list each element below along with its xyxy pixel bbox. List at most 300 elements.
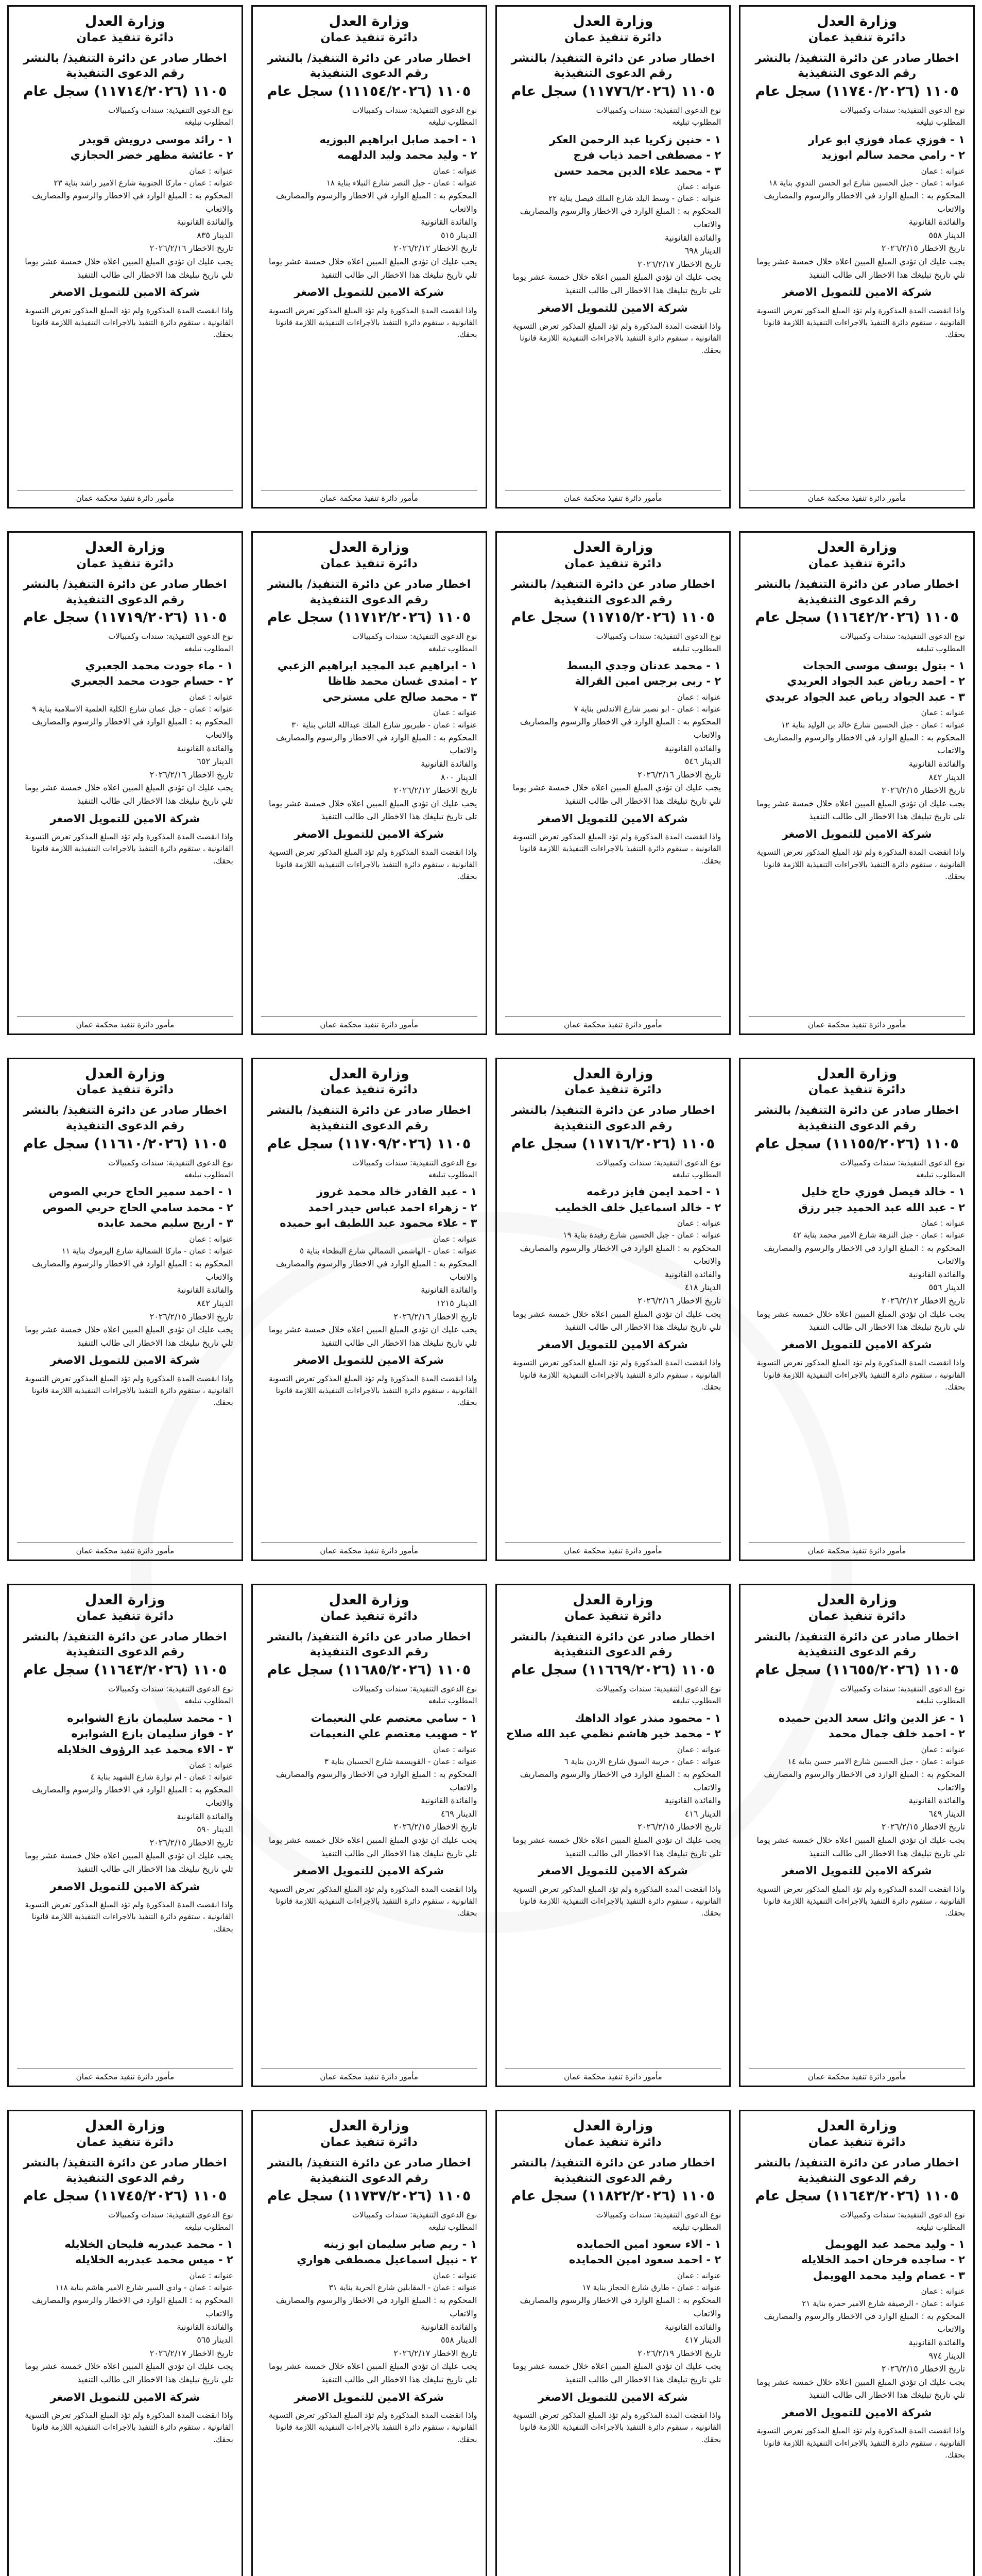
address: عنوانه : عمان: [433, 1234, 477, 1244]
case-type: نوع الدعوى التنفيذية: سندات وكمبيالات: [352, 1158, 477, 1167]
court-line: المحكوم به : المبلغ الوارد في الاخطار والرسوم والمصاريف والاتعاب: [32, 717, 233, 740]
amount-value: الدينار ٤١٨: [684, 1282, 721, 1293]
ministry-title: وزارة العدل: [84, 13, 165, 29]
payment-instructions: يجب عليك ان تؤدي المبلغ المبين اعلاه خلال خمسة عشر يوما تلي تاريخ تبليغك هذا الاخطار الى طالب التنفيذ: [25, 257, 233, 280]
date-line: [261, 784, 477, 797]
debtor-name: ٢ - عبد الله عبد الحميد جبر رزق: [798, 1201, 965, 1214]
address: عنوانه : عمان: [921, 2286, 965, 2296]
payment-instructions: يجب عليك ان تؤدي المبلغ المبين اعلاه خلال خمسة عشر يوما تلي تاريخ تبليغك هذا الاخطار الى طالب التنفيذ: [512, 783, 721, 806]
date-label: تاريخ الاخطار: [677, 769, 721, 779]
debtor-name: ٣ - محمد صالح علي مسترجي: [322, 690, 477, 703]
date-label: تاريخ الاخطار: [188, 769, 233, 779]
date-value: ٢٠٢٦/٢/١٥: [881, 785, 918, 795]
case-label: رقم الدعوى التنفيذية: [798, 2172, 917, 2185]
case-number: ١١٠٥ (١١٦٤٣/٢٠٢٦) سجل عام: [23, 1662, 227, 1678]
date-label: تاريخ الاخطار: [433, 243, 477, 253]
department-title: دائرة تنفيذ عمان: [320, 2136, 418, 2149]
payment-instructions: يجب عليك ان تؤدي المبلغ المبين اعلاه خلال خمسة عشر يوما تلي تاريخ تبليغك هذا الاخطار الى طالب التنفيذ: [25, 783, 233, 806]
legal-notice: [739, 5, 975, 509]
court-line: المحكوم به : المبلغ الوارد في الاخطار والرسوم والمصاريف والاتعاب: [764, 191, 965, 214]
department-title: دائرة تنفيذ عمان: [76, 1083, 174, 1097]
department-title: دائرة تنفيذ عمان: [808, 1609, 906, 1623]
address: عنوانه : عمان: [921, 1744, 965, 1754]
interest-line: والفائدة القانونية: [665, 2321, 721, 2332]
case-label: رقم الدعوى التنفيذية: [309, 2172, 428, 2185]
court-line: المحكوم به : المبلغ الوارد في الاخطار والرسوم والمصاريف والاتعاب: [275, 1259, 477, 1282]
amount-line: [749, 1281, 965, 1294]
debtors-label: المطلوب تبليغه: [184, 1696, 233, 1706]
case-number: ١١٠٥ (١١٧١٩/٢٠٢٦) سجل عام: [23, 609, 227, 626]
closing-text: واذا انقضت المدة المذكورة ولم تؤد المبلغ المذكور تعرض التسوية القانونية ، ستقوم دائرة التنفيذ بالاجراءات التنفيذية اللازمة قانونا بحقك.: [756, 306, 965, 340]
address: عنوانه : عمان: [189, 1234, 233, 1244]
ministry-title: وزارة العدل: [329, 1065, 409, 1082]
interest-line: والفائدة القانونية: [665, 1795, 721, 1806]
address: عنوانه : عمان: [189, 166, 233, 176]
case-type: نوع الدعوى التنفيذية: سندات وكمبيالات: [108, 1158, 233, 1167]
creditor-name: شركة الامين للتمويل الاصغر: [782, 827, 932, 840]
case-label: رقم الدعوى التنفيذية: [309, 1119, 428, 1132]
date-label: تاريخ الاخطار: [188, 1311, 233, 1321]
notice-heading: اخطار صادر عن دائرة التنفيذ/ بالنشر: [755, 2156, 959, 2170]
address-detail: عنوانه : عمان - جبل عمان شارع الكلية العلمية الاسلامية بناية ٩: [32, 704, 233, 714]
department-title: دائرة تنفيذ عمان: [564, 557, 662, 571]
debtor-name: ٣ - الاء محمد عبد الرؤوف الخلايله: [57, 1743, 233, 1756]
debtor-name: ١ - محمد عدنان وجدي البسط: [566, 659, 721, 672]
debtors-label: المطلوب تبليغه: [916, 1696, 965, 1706]
case-number: ١١٠٥ (١١٧١٦/٢٠٢٦) سجل عام: [511, 1136, 715, 1152]
notice-heading: اخطار صادر عن دائرة التنفيذ/ بالنشر: [267, 1104, 471, 1117]
amount-value: الدينار ٥٥٨: [441, 2335, 477, 2345]
court-line: المحكوم به : المبلغ الوارد في الاخطار والرسوم والمصاريف والاتعاب: [32, 1259, 233, 1282]
date-line: [749, 2362, 965, 2376]
court-line: المحكوم به : المبلغ الوارد في الاخطار والرسوم والمصاريف والاتعاب: [520, 1243, 721, 1266]
legal-notice: [739, 1584, 975, 2087]
amount-value: الدينار ٥١٥: [441, 230, 477, 240]
debtor-name: ١ - فوزي عماد فوزي ابو عرار: [808, 133, 965, 146]
debtor-name: ١ - بتول يوسف موسى الحجات: [802, 659, 965, 672]
amount-line: [505, 2333, 721, 2347]
creditor-name: شركة الامين للتمويل الاصغر: [294, 827, 444, 840]
amount-line: [17, 1297, 233, 1310]
date-value: ٢٠٢٦/٢/١٦: [393, 1311, 430, 1321]
address-detail: عنوانه : عمان - القويسمة شارع الحسبان بناية ٣: [324, 1756, 477, 1766]
amount-line: [17, 229, 233, 242]
address: عنوانه : عمان: [677, 1218, 721, 1228]
debtors-label: المطلوب تبليغه: [672, 2222, 721, 2232]
case-number: ١١٠٥ (١١٧٧٦/٢٠٢٦) سجل عام: [511, 83, 715, 100]
creditor-name: شركة الامين للتمويل الاصغر: [538, 1338, 688, 1351]
case-number: ١١٠٥ (١١٦٤٢/٢٠٢٦) سجل عام: [755, 609, 959, 626]
court-line: المحكوم به : المبلغ الوارد في الاخطار والرسوم والمصاريف والاتعاب: [275, 2295, 477, 2318]
department-title: دائرة تنفيذ عمان: [320, 557, 418, 571]
address: عنوانه : عمان: [433, 166, 477, 176]
payment-instructions: يجب عليك ان تؤدي المبلغ المبين اعلاه خلال خمسة عشر يوما تلي تاريخ تبليغك هذا الاخطار الى طالب التنفيذ: [512, 2361, 721, 2384]
case-type: نوع الدعوى التنفيذية: سندات وكمبيالات: [108, 106, 233, 115]
notice-heading: اخطار صادر عن دائرة التنفيذ/ بالنشر: [267, 1630, 471, 1643]
payment-instructions: يجب عليك ان تؤدي المبلغ المبين اعلاه خلال خمسة عشر يوما تلي تاريخ تبليغك هذا الاخطار الى طالب التنفيذ: [269, 2361, 477, 2384]
address: عنوانه : عمان: [433, 708, 477, 718]
interest-line: والفائدة القانونية: [177, 1811, 233, 1821]
debtor-name: ٢ - محمد سامي الحاج حربي الصوص: [42, 1201, 233, 1214]
notice-footer: مأمور دائرة تنفيذ محكمة عمان: [261, 1543, 477, 1555]
department-title: دائرة تنفيذ عمان: [76, 2136, 174, 2149]
date-label: تاريخ الاخطار: [920, 1822, 965, 1832]
case-label: رقم الدعوى التنفيذية: [65, 1646, 184, 1659]
address-detail: عنوانه : عمان - طبربور شارع الملك عبدالله الثاني بناية ٣٠: [291, 720, 477, 730]
parties-list: [749, 1184, 965, 1215]
notice-heading: اخطار صادر عن دائرة التنفيذ/ بالنشر: [267, 52, 471, 65]
notice-heading: اخطار صادر عن دائرة التنفيذ/ بالنشر: [511, 52, 715, 65]
ministry-title: وزارة العدل: [817, 2118, 898, 2134]
date-value: ٢٠٢٦/٢/١٦: [149, 769, 186, 779]
notice-footer: مأمور دائرة تنفيذ محكمة عمان: [17, 1016, 233, 1029]
date-line: [749, 1294, 965, 1308]
notice-heading: اخطار صادر عن دائرة التنفيذ/ بالنشر: [267, 578, 471, 591]
date-line: [17, 2347, 233, 2360]
legal-notice: [495, 1058, 731, 1561]
debtors-label: المطلوب تبليغه: [428, 117, 477, 127]
debtor-name: ٢ - عائشة مظهر خضر الحجازي: [70, 149, 233, 162]
interest-line: والفائدة القانونية: [665, 232, 721, 243]
amount-line: [261, 2333, 477, 2347]
case-number: ١١٠٥ (١١٧١٢/٢٠٢٦) سجل عام: [267, 609, 471, 626]
closing-text: واذا انقضت المدة المذكورة ولم تؤد المبلغ المذكور تعرض التسوية القانونية ، ستقوم دائرة التنفيذ بالاجراءات التنفيذية اللازمة قانونا بحقك.: [269, 848, 477, 881]
parties-list: [749, 132, 965, 163]
creditor-name: شركة الامين للتمويل الاصغر: [294, 2391, 444, 2403]
creditor-name: شركة الامين للتمويل الاصغر: [294, 286, 444, 299]
case-label: رقم الدعوى التنفيذية: [309, 67, 428, 80]
debtors-label: المطلوب تبليغه: [428, 2222, 477, 2232]
closing-text: واذا انقضت المدة المذكورة ولم تؤد المبلغ المذكور تعرض التسوية القانونية ، ستقوم دائرة التنفيذ بالاجراءات التنفيذية اللازمة قانونا بحقك.: [756, 1884, 965, 1918]
court-line: المحكوم به : المبلغ الوارد في الاخطار والرسوم والمصاريف والاتعاب: [520, 717, 721, 740]
date-line: [17, 1310, 233, 1324]
amount-line: [17, 2333, 233, 2347]
date-value: ٢٠٢٦/٢/١٢: [881, 1296, 918, 1306]
notice-footer: مأمور دائرة تنفيذ محكمة عمان: [261, 2069, 477, 2081]
debtor-name: ٢ - صهيب معتصم علي النعيمات: [309, 1727, 477, 1740]
court-line: المحكوم به : المبلغ الوارد في الاخطار والرسوم والمصاريف والاتعاب: [275, 732, 477, 756]
creditor-name: شركة الامين للتمويل الاصغر: [50, 812, 200, 825]
payment-instructions: يجب عليك ان تؤدي المبلغ المبين اعلاه خلال خمسة عشر يوما تلي تاريخ تبليغك هذا الاخطار الى طالب التنفيذ: [269, 798, 477, 822]
payment-instructions: يجب عليك ان تؤدي المبلغ المبين اعلاه خلال خمسة عشر يوما تلي تاريخ تبليغك هذا الاخطار الى طالب التنفيذ: [756, 257, 965, 280]
department-title: دائرة تنفيذ عمان: [564, 2136, 662, 2149]
creditor-name: شركة الامين للتمويل الاصغر: [538, 2391, 688, 2403]
payment-instructions: يجب عليك ان تؤدي المبلغ المبين اعلاه خلال خمسة عشر يوما تلي تاريخ تبليغك هذا الاخطار الى طالب التنفيذ: [756, 798, 965, 822]
ministry-title: وزارة العدل: [84, 1591, 165, 1608]
date-line: [17, 768, 233, 782]
debtor-name: ١ - رائد موسى درويش قويدر: [79, 133, 233, 146]
date-value: ٢٠٢٦/٢/١٧: [149, 2348, 186, 2358]
address-detail: عنوانه : عمان - الهاشمي الشمالي شارع البطحاء بناية ٥: [300, 1246, 477, 1256]
date-value: ٢٠٢٦/٢/١٥: [881, 2364, 918, 2374]
address-detail: عنوانه : عمان - جبل النصر شارع النبلاء بناية ١٨: [326, 178, 477, 188]
legal-notice: [251, 1058, 487, 1561]
notice-footer: مأمور دائرة تنفيذ محكمة عمان: [505, 490, 721, 503]
court-line: المحكوم به : المبلغ الوارد في الاخطار والرسوم والمصاريف والاتعاب: [32, 191, 233, 214]
creditor-name: شركة الامين للتمويل الاصغر: [782, 1338, 932, 1351]
debtors-label: المطلوب تبليغه: [672, 643, 721, 653]
creditor-name: شركة الامين للتمويل الاصغر: [782, 286, 932, 299]
notices-grid: [7, 5, 975, 2576]
debtor-name: ١ - ماء جودت محمد الجعبري: [85, 659, 233, 672]
interest-line: والفائدة القانونية: [177, 217, 233, 227]
case-label: رقم الدعوى التنفيذية: [554, 67, 673, 80]
debtor-name: ١ - احمد سمير الحاج حربي الصوص: [48, 1185, 233, 1198]
parties-list: [749, 1710, 965, 1742]
case-type: نوع الدعوى التنفيذية: سندات وكمبيالات: [840, 106, 965, 115]
ministry-title: وزارة العدل: [817, 13, 898, 29]
notice-heading: اخطار صادر عن دائرة التنفيذ/ بالنشر: [511, 1630, 715, 1643]
case-number: ١١٠٥ (١١٧٤٥/٢٠٢٦) سجل عام: [23, 2188, 227, 2205]
debtors-label: المطلوب تبليغه: [184, 643, 233, 653]
amount-value: الدينار ٥٦٥: [197, 2335, 233, 2345]
notice-footer: مأمور دائرة تنفيذ محكمة عمان: [505, 1543, 721, 1555]
address: عنوانه : عمان: [189, 2270, 233, 2280]
case-number: ١١٠٥ (١١٦٥٥/٢٠٢٦) سجل عام: [755, 1662, 959, 1678]
amount-line: [505, 1807, 721, 1821]
ministry-title: وزارة العدل: [573, 2118, 653, 2134]
amount-value: الدينار ٥٥٨: [928, 230, 965, 240]
court-line: المحكوم به : المبلغ الوارد في الاخطار والرسوم والمصاريف والاتعاب: [764, 732, 965, 756]
court-line: المحكوم به : المبلغ الوارد في الاخطار والرسوم والمصاريف والاتعاب: [764, 1769, 965, 1792]
ministry-title: وزارة العدل: [573, 539, 653, 556]
legal-notice: [7, 1584, 243, 2087]
amount-line: [17, 1823, 233, 1836]
payment-instructions: يجب عليك ان تؤدي المبلغ المبين اعلاه خلال خمسة عشر يوما تلي تاريخ تبليغك هذا الاخطار الى طالب التنفيذ: [756, 1309, 965, 1332]
date-value: ٢٠٢٦/٢/١٩: [638, 2348, 675, 2358]
department-title: دائرة تنفيذ عمان: [76, 1609, 174, 1623]
amount-value: الدينار ٤٦٩: [441, 1808, 477, 1819]
amount-value: الدينار ٨٠٠: [441, 772, 477, 782]
case-number: ١١٠٥ (١١٦١٠/٢٠٢٦) سجل عام: [23, 1136, 227, 1152]
date-value: ٢٠٢٦/٢/١٥: [881, 1822, 918, 1832]
closing-text: واذا انقضت المدة المذكورة ولم تؤد المبلغ المذكور تعرض التسوية القانونية ، ستقوم دائرة التنفيذ بالاجراءات التنفيذية اللازمة قانونا بحقك.: [269, 2411, 477, 2444]
address-detail: عنوانه : عمان - خريبة السوق شارع الاردن بناية ٦: [564, 1756, 721, 1766]
notice-heading: اخطار صادر عن دائرة التنفيذ/ بالنشر: [23, 1104, 227, 1117]
court-line: المحكوم به : المبلغ الوارد في الاخطار والرسوم والمصاريف والاتعاب: [764, 1243, 965, 1266]
legal-notice: [495, 2110, 731, 2576]
ministry-title: وزارة العدل: [84, 539, 165, 556]
case-number: ١١٠٥ (١١٧٣٧/٢٠٢٦) سجل عام: [267, 2188, 471, 2205]
amount-line: [261, 229, 477, 242]
amount-line: [261, 771, 477, 784]
date-label: تاريخ الاخطار: [920, 1296, 965, 1306]
case-number: ١١٠٥ (١١٦٦٩/٢٠٢٦) سجل عام: [511, 1662, 715, 1678]
department-title: دائرة تنفيذ عمان: [564, 1609, 662, 1623]
notice-footer: مأمور دائرة تنفيذ محكمة عمان: [749, 1543, 965, 1555]
debtor-name: ٢ - احمد رياض عبد الجواد العريدي: [787, 675, 965, 688]
case-label: رقم الدعوى التنفيذية: [554, 2172, 673, 2185]
ministry-title: وزارة العدل: [329, 2118, 409, 2134]
parties-list: [261, 1710, 477, 1742]
case-type: نوع الدعوى التنفيذية: سندات وكمبيالات: [840, 632, 965, 641]
creditor-name: شركة الامين للتمويل الاصغر: [50, 1354, 200, 1367]
notice-heading: اخطار صادر عن دائرة التنفيذ/ بالنشر: [23, 1630, 227, 1643]
ministry-title: وزارة العدل: [84, 1065, 165, 1082]
case-type: نوع الدعوى التنفيذية: سندات وكمبيالات: [352, 2210, 477, 2220]
creditor-name: شركة الامين للتمويل الاصغر: [782, 1865, 932, 1877]
interest-line: والفائدة القانونية: [421, 758, 477, 769]
ministry-title: وزارة العدل: [84, 2118, 165, 2134]
notice-heading: اخطار صادر عن دائرة التنفيذ/ بالنشر: [23, 2156, 227, 2170]
interest-line: والفائدة القانونية: [421, 1285, 477, 1295]
address-detail: عنوانه : عمان - جبل الحسين شارع ابو الحسن الندوي بناية ١٨: [768, 178, 965, 188]
address: عنوانه : عمان: [921, 1218, 965, 1228]
interest-line: والفائدة القانونية: [908, 2337, 965, 2347]
debtor-name: ٢ - ربى برجس امين القرالة: [575, 675, 721, 688]
parties-list: [505, 1184, 721, 1215]
date-label: تاريخ الاخطار: [677, 2348, 721, 2358]
legal-notice: [739, 531, 975, 1035]
date-label: تاريخ الاخطار: [677, 259, 721, 269]
legal-notice: [495, 5, 731, 509]
date-line: [505, 1820, 721, 1834]
date-label: تاريخ الاخطار: [433, 1311, 477, 1321]
payment-instructions: يجب عليك ان تؤدي المبلغ المبين اعلاه خلال خمسة عشر يوما تلي تاريخ تبليغك هذا الاخطار الى طالب التنفيذ: [269, 1835, 477, 1858]
parties-list: [17, 1710, 233, 1757]
legal-notice: [251, 5, 487, 509]
debtor-name: ٣ - محمد علاء الدين محمد حسن: [554, 164, 721, 177]
amount-value: الدينار ١٢١٥: [436, 1298, 477, 1308]
case-number: ١١٠٥ (١١٦٨٥/٢٠٢٦) سجل عام: [267, 1662, 471, 1678]
date-line: [261, 1820, 477, 1834]
date-value: ٢٠٢٦/٢/١٥: [149, 1311, 186, 1321]
notice-heading: اخطار صادر عن دائرة التنفيذ/ بالنشر: [755, 1104, 959, 1117]
legal-notice: [7, 5, 243, 509]
date-label: تاريخ الاخطار: [188, 1837, 233, 1848]
payment-instructions: يجب عليك ان تؤدي المبلغ المبين اعلاه خلال خمسة عشر يوما تلي تاريخ تبليغك هذا الاخطار الى طالب التنفيذ: [756, 2377, 965, 2400]
court-line: المحكوم به : المبلغ الوارد في الاخطار والرسوم والمصاريف والاتعاب: [32, 2295, 233, 2318]
ministry-title: وزارة العدل: [573, 13, 653, 29]
department-title: دائرة تنفيذ عمان: [564, 30, 662, 44]
address: عنوانه : عمان: [189, 692, 233, 702]
closing-text: واذا انقضت المدة المذكورة ولم تؤد المبلغ المذكور تعرض التسوية القانونية ، ستقوم دائرة التنفيذ بالاجراءات التنفيذية اللازمة قانونا بحقك.: [25, 306, 233, 340]
notice-heading: اخطار صادر عن دائرة التنفيذ/ بالنشر: [23, 578, 227, 591]
debtor-name: ٢ - محمد خير هاشم نظمي عبد الله صلاح: [506, 1727, 721, 1740]
notice-footer: مأمور دائرة تنفيذ محكمة عمان: [749, 490, 965, 503]
debtors-label: المطلوب تبليغه: [672, 1696, 721, 1706]
case-label: رقم الدعوى التنفيذية: [309, 1646, 428, 1659]
address-detail: عنوانه : عمان - المقابلين شارع الحرية بناية ٣١: [329, 2283, 477, 2293]
case-number: ١١٠٥ (١١١٥٤/٢٠٢٦) سجل عام: [267, 83, 471, 100]
case-label: رقم الدعوى التنفيذية: [798, 1119, 917, 1132]
debtor-name: ١ - وليد محمد عبد الهويمل: [825, 2238, 965, 2250]
parties-list: [505, 132, 721, 179]
creditor-name: شركة الامين للتمويل الاصغر: [782, 2406, 932, 2419]
amount-line: [261, 1297, 477, 1310]
debtor-name: ٣ - اريج سليم محمد عابده: [97, 1217, 233, 1230]
debtor-name: ٢ - زهراء احمد عباس حيدر احمد: [308, 1201, 477, 1214]
department-title: دائرة تنفيذ عمان: [808, 2136, 906, 2149]
department-title: دائرة تنفيذ عمان: [564, 1083, 662, 1097]
case-number: ١١٠٥ (١١٧١٤/٢٠٢٦) سجل عام: [23, 83, 227, 100]
address-detail: عنوانه : عمان - جبل الحسين شارع رفيدة بناية ١٩: [563, 1230, 721, 1240]
interest-line: والفائدة القانونية: [177, 1285, 233, 1295]
date-value: ٢٠٢٦/٢/١٥: [393, 1822, 430, 1832]
case-label: رقم الدعوى التنفيذية: [798, 593, 917, 606]
case-label: رقم الدعوى التنفيذية: [309, 593, 428, 606]
date-label: تاريخ الاخطار: [920, 2364, 965, 2374]
parties-list: [749, 2236, 965, 2283]
address-detail: عنوانه : عمان - ماركا الجنوبية شارع الامير راشد بناية ٢٣: [54, 178, 233, 188]
creditor-name: شركة الامين للتمويل الاصغر: [538, 812, 688, 825]
payment-instructions: يجب عليك ان تؤدي المبلغ المبين اعلاه خلال خمسة عشر يوما تلي تاريخ تبليغك هذا الاخطار الى طالب التنفيذ: [25, 2361, 233, 2384]
parties-list: [749, 658, 965, 705]
court-line: المحكوم به : المبلغ الوارد في الاخطار والرسوم والمصاريف والاتعاب: [520, 2295, 721, 2318]
closing-text: واذا انقضت المدة المذكورة ولم تؤد المبلغ المذكور تعرض التسوية القانونية ، ستقوم دائرة التنفيذ بالاجراءات التنفيذية اللازمة قانونا بحقك.: [25, 1374, 233, 1408]
debtors-label: المطلوب تبليغه: [184, 2222, 233, 2232]
interest-line: والفائدة القانونية: [665, 1269, 721, 1279]
notice-footer: مأمور دائرة تنفيذ محكمة عمان: [749, 1016, 965, 1029]
case-number: ١١٠٥ (١١٨٢٢/٢٠٢٦) سجل عام: [511, 2188, 715, 2205]
payment-instructions: يجب عليك ان تؤدي المبلغ المبين اعلاه خلال خمسة عشر يوما تلي تاريخ تبليغك هذا الاخطار الى طالب التنفيذ: [512, 272, 721, 296]
closing-text: واذا انقضت المدة المذكورة ولم تؤد المبلغ المذكور تعرض التسوية القانونية ، ستقوم دائرة التنفيذ بالاجراءات التنفيذية اللازمة قانونا بحقك.: [512, 832, 721, 866]
parties-list: [17, 132, 233, 163]
date-label: تاريخ الاخطار: [433, 785, 477, 795]
notice-heading: اخطار صادر عن دائرة التنفيذ/ بالنشر: [755, 1630, 959, 1643]
date-line: [17, 242, 233, 255]
case-type: نوع الدعوى التنفيذية: سندات وكمبيالات: [840, 1158, 965, 1167]
case-type: نوع الدعوى التنفيذية: سندات وكمبيالات: [596, 632, 721, 641]
date-label: تاريخ الاخطار: [920, 785, 965, 795]
case-type: نوع الدعوى التنفيذية: سندات وكمبيالات: [596, 2210, 721, 2220]
debtor-name: ١ - ريم صابر سليمان ابو زينه: [323, 2238, 477, 2250]
payment-instructions: يجب عليك ان تؤدي المبلغ المبين اعلاه خلال خمسة عشر يوما تلي تاريخ تبليغك هذا الاخطار الى طالب التنفيذ: [512, 1835, 721, 1858]
amount-value: الدينار ٨٤٢: [197, 1298, 233, 1308]
date-label: تاريخ الاخطار: [677, 1822, 721, 1832]
address-detail: عنوانه : عمان - الرصيفة شارع الامير حمزه بناية ٢١: [802, 2298, 965, 2308]
amount-line: [261, 1807, 477, 1821]
debtors-label: المطلوب تبليغه: [184, 117, 233, 127]
debtor-name: ٣ - عصام وليد محمد الهويمل: [813, 2269, 965, 2282]
parties-list: [261, 132, 477, 163]
court-line: المحكوم به : المبلغ الوارد في الاخطار والرسوم والمصاريف والاتعاب: [520, 1769, 721, 1792]
case-label: رقم الدعوى التنفيذية: [798, 67, 917, 80]
case-label: رقم الدعوى التنفيذية: [554, 593, 673, 606]
department-title: دائرة تنفيذ عمان: [808, 557, 906, 571]
interest-line: والفائدة القانونية: [421, 217, 477, 227]
debtor-name: ٢ - احمد سعود امين الحمايده: [568, 2253, 721, 2266]
ministry-title: وزارة العدل: [329, 13, 409, 29]
legal-notice: [251, 531, 487, 1035]
date-value: ٢٠٢٦/٢/١٥: [881, 243, 918, 253]
payment-instructions: يجب عليك ان تؤدي المبلغ المبين اعلاه خلال خمسة عشر يوما تلي تاريخ تبليغك هذا الاخطار الى طالب التنفيذ: [269, 1325, 477, 1348]
case-label: رقم الدعوى التنفيذية: [65, 67, 184, 80]
amount-line: [505, 1281, 721, 1294]
case-label: رقم الدعوى التنفيذية: [554, 1646, 673, 1659]
debtor-name: ٢ - ساجده فرحان احمد الخلايله: [801, 2253, 965, 2266]
debtors-label: المطلوب تبليغه: [916, 117, 965, 127]
notice-heading: اخطار صادر عن دائرة التنفيذ/ بالنشر: [755, 578, 959, 591]
case-label: رقم الدعوى التنفيذية: [554, 1119, 673, 1132]
case-number: ١١٠٥ (١١٧١٥/٢٠٢٦) سجل عام: [511, 609, 715, 626]
debtors-label: المطلوب تبليغه: [184, 1170, 233, 1180]
ministry-title: وزارة العدل: [329, 539, 409, 556]
department-title: دائرة تنفيذ عمان: [808, 30, 906, 44]
amount-value: الدينار ٨٤٢: [928, 772, 965, 782]
court-line: المحكوم به : المبلغ الوارد في الاخطار والرسوم والمصاريف والاتعاب: [275, 1769, 477, 1792]
address-detail: عنوانه : عمان - ابو نصير شارع الاندلس بناية ٧: [574, 704, 721, 714]
closing-text: واذا انقضت المدة المذكورة ولم تؤد المبلغ المذكور تعرض التسوية القانونية ، ستقوم دائرة التنفيذ بالاجراءات التنفيذية اللازمة قانونا بحقك.: [25, 2411, 233, 2444]
case-label: رقم الدعوى التنفيذية: [65, 593, 184, 606]
debtor-name: ٢ - وليد محمد وليد الدلهمه: [337, 149, 477, 162]
creditor-name: شركة الامين للتمويل الاصغر: [50, 286, 200, 299]
date-label: تاريخ الاخطار: [920, 243, 965, 253]
payment-instructions: يجب عليك ان تؤدي المبلغ المبين اعلاه خلال خمسة عشر يوما تلي تاريخ تبليغك هذا الاخطار الى طالب التنفيذ: [756, 1835, 965, 1858]
amount-value: الدينار ٥٤٦: [684, 756, 721, 767]
notice-footer: مأمور دائرة تنفيذ محكمة عمان: [261, 490, 477, 503]
date-value: ٢٠٢٦/٢/١٦: [638, 1296, 675, 1306]
